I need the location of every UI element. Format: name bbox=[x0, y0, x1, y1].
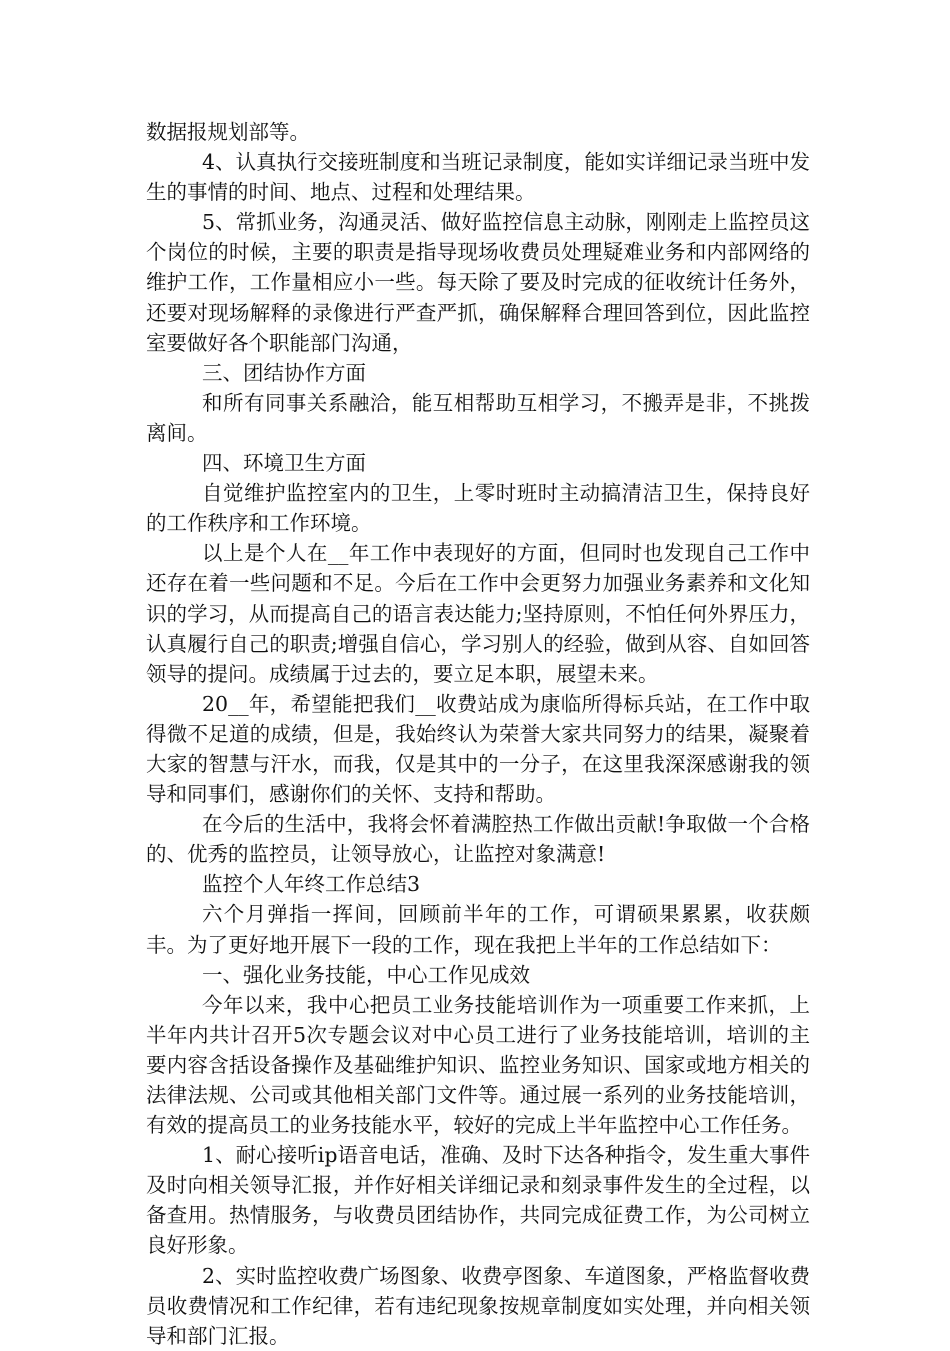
paragraph: 5、常抓业务，沟通灵活、做好监控信息主动脉，刚刚走上监控员这个岗位的时候，主要的职责是指导现场收费员处理疑难业务和内部网络的维护工作，工作量相应小一些。每天除了要及时完成的征收统计任务外，还要对现场解释的录像进行严查严抓，确保解释合理回答到位，因此监控室要做好各个职能部门沟通， bbox=[146, 210, 810, 355]
paragraph: 数据报规划部等。 bbox=[146, 120, 310, 144]
paragraph: 和所有同事关系融洽，能互相帮助互相学习，不搬弄是非，不挑拨离间。 bbox=[146, 390, 810, 445]
paragraph: 20__年，希望能把我们__收费站成为康临所得标兵站，在工作中取得微不足道的成绩，但是，我始终认为荣誉大家共同努力的结果，凝聚着大家的智慧与汗水，而我，仅是其中的一分子，在这里我深深感谢我的领导和同事们，感谢你们的关怀、支持和帮助。 bbox=[146, 691, 810, 807]
paragraph: 在今后的生活中，我将会怀着满腔热工作做出贡献!争取做一个合格的、优秀的监控员，让领导放心，让监控对象满意! bbox=[146, 812, 810, 867]
document-title: 监控个人年终工作总结3 bbox=[202, 872, 421, 897]
paragraph: 2、实时监控收费广场图象、收费亭图象、车道图象，严格监督收费员收费情况和工作纪律，若有违纪现象按规章制度如实处理，并向相关领导和部门汇报。 bbox=[146, 1263, 810, 1348]
paragraph: 六个月弹指一挥间，回顾前半年的工作，可谓硕果累累，收获颇丰。为了更好地开展下一段的工作，现在我把上半年的工作总结如下： bbox=[146, 902, 810, 957]
paragraph: 今年以来，我中心把员工业务技能培训作为一项重要工作来抓，上半年内共计召开5次专题会议对中心员工进行了业务技能培训，培训的主要内容含括设备操作及基础维护知识、监控业务知识、国家或地方相关的法律法规、公司或其他相关部门文件等。通过展一系列的业务技能培训，有效的提高员工的业务技能水平，较好的完成上半年监控中心工作任务。 bbox=[146, 992, 810, 1138]
paragraph: 以上是个人在__年工作中表现好的方面，但同时也发现自己工作中还存在着一些问题和不足。今后在工作中会更努力加强业务素养和文化知识的学习，从而提高自己的语言表达能力;坚持原则，不怕任何外界压力，认真履行自己的职责;增强自信心，学习别人的经验，做到从容、自如回答领导的提问。成绩属于过去的，要立足本职，展望未来。 bbox=[146, 541, 810, 686]
paragraph: 1、耐心接听ip语音电话，准确、及时下达各种指令，发生重大事件及时向相关领导汇报，并作好相关详细记录和刻录事件发生的全过程，以备查用。热情服务，与收费员团结协作，共同完成征费工作，为公司树立良好形象。 bbox=[146, 1143, 810, 1258]
section-heading: 三、团结协作方面 bbox=[202, 360, 366, 385]
paragraph: 4、认真执行交接班制度和当班记录制度，能如实详细记录当班中发生的事情的时间、地点、过程和处理结果。 bbox=[146, 150, 810, 205]
document-body bbox=[146, 117, 810, 1351]
paragraph: 自觉维护监控室内的卫生，上零时班时主动搞清洁卫生，保持良好的工作秩序和工作环境。 bbox=[146, 481, 810, 536]
section-heading: 四、环境卫生方面 bbox=[202, 451, 366, 476]
section-heading: 一、强化业务技能，中心工作见成效 bbox=[202, 962, 530, 987]
